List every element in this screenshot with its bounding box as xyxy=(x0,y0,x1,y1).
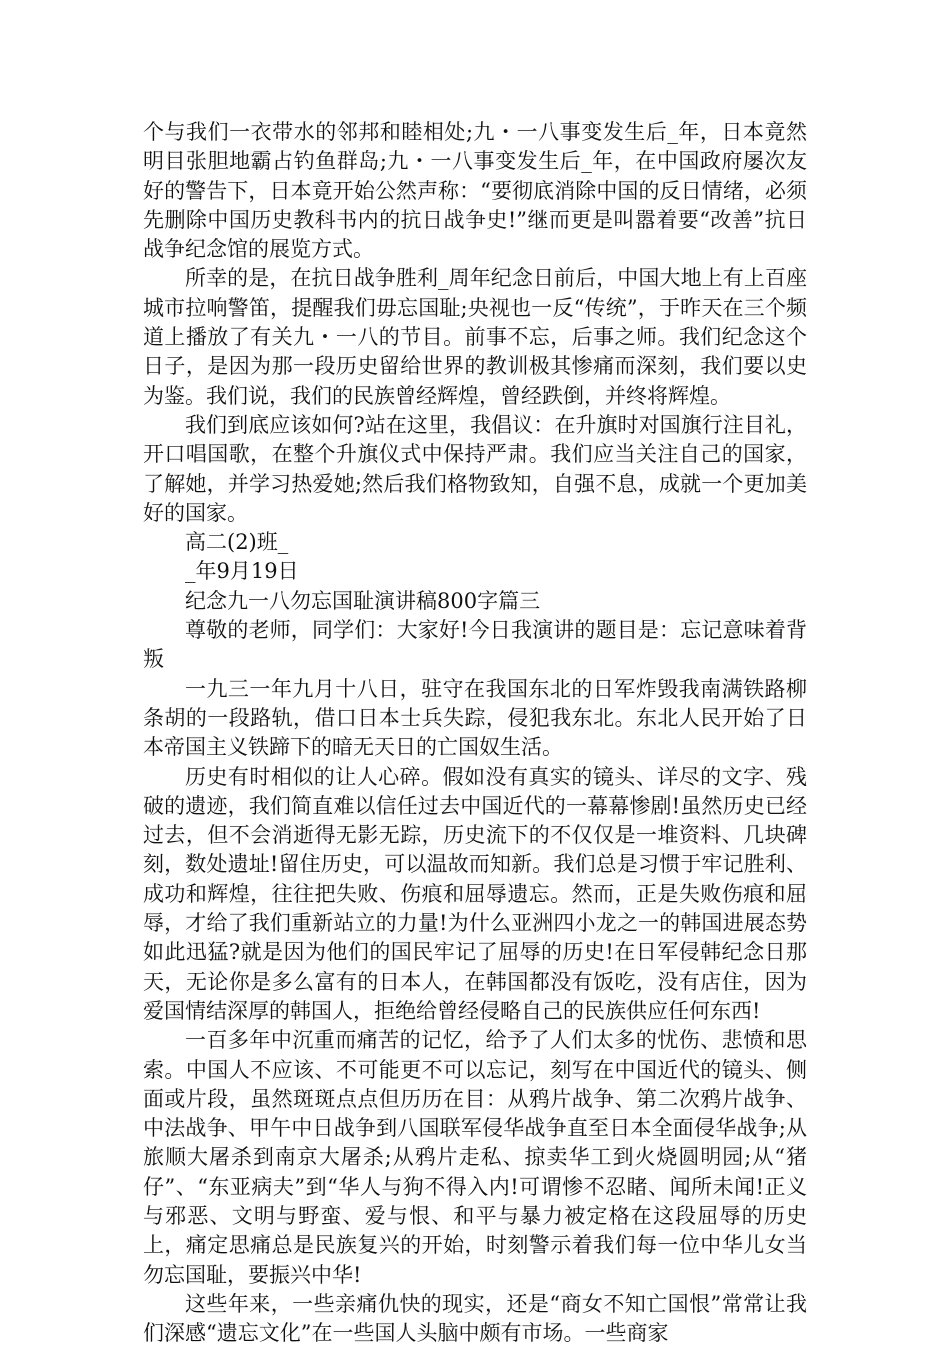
paragraph-4: 一九三一年九月十八日，驻守在我国东北的日军炸毁我南满铁路柳条胡的一段路轨，借口日本士兵失踪，侵犯我东北。东北人民开始了日本帝国主义铁蹄下的暗无天日的亡国奴生活。 xyxy=(143,676,807,760)
section-title: 纪念九一八勿忘国耻演讲稿800字篇三 xyxy=(185,588,541,613)
paragraph-3: 我们到底应该如何?站在这里，我倡议：在升旗时对国旗行注目礼，开口唱国歌，在整个升旗仪式中保持严肃。我们应当关注自己的国家，了解她，并学习热爱她;然后我们格物致知，自强不息，成就一个更加美好的国家。 xyxy=(143,412,807,525)
date-line: _年9月19日 xyxy=(185,559,299,584)
paragraph-2: 所幸的是，在抗日战争胜利_周年纪念日前后，中国大地上有上百座城市拉响警笛，提醒我们毋忘国耻;央视也一反“传统”，于昨天在三个频道上播放了有关九・一八的节目。前事不忘，后事之师。我们纪念这个日子，是因为那一段历史留给世界的教训极其惨痛而深刻，我们要以史为鉴。我们说，我们的民族曾经辉煌，曾经跌倒，并终将辉煌。 xyxy=(143,266,807,408)
class-signature: 高二(2)班_ xyxy=(185,530,289,555)
paragraph-1: 个与我们一衣带水的邻邦和睦相处;九・一八事变发生后_年，日本竟然明目张胆地霸占钓鱼群岛;九・一八事变发生后_年，在中国政府屡次友好的警告下，日本竟开始公然声称：“要彻底消除中国的反日情绪，必须先删除中国历史教科书内的抗日战争史!”继而更是叫嚣着要“改善”抗日战争纪念馆的展览方式。 xyxy=(143,120,807,262)
paragraph-7: 这些年来，一些亲痛仇快的现实，还是“商女不知亡国恨”常常让我们深感“遗忘文化”在一些国人头脑中颇有市场。一些商家 xyxy=(143,1291,807,1346)
paragraph-greeting: 尊敬的老师，同学们：大家好!今日我演讲的题目是：忘记意味着背叛 xyxy=(143,618,807,672)
paragraph-6: 一百多年中沉重而痛苦的记忆，给予了人们太多的忧伤、悲愤和思索。中国人不应该、不可能更不可以忘记，刻写在中国近代的镜头、侧面或片段，虽然斑斑点点但历历在目：从鸦片战争、第二次鸦片战争、中法战争、甲午中日战争到八国联军侵华战争直至日本全面侵华战争;从旅顺大屠杀到南京大屠杀;从鸦片走私、掠卖华工到火烧圆明园;从“猪仔”、“东亚病夫”到“华人与狗不得入内!可谓惨不忍睹、闻所未闻!正义与邪恶、文明与野蛮、爱与恨、和平与暴力被定格在这段屈辱的历史上，痛定思痛总是民族复兴的开始，时刻警示着我们每一位中华儿女当勿忘国耻，要振兴中华! xyxy=(143,1028,807,1287)
document-body xyxy=(143,118,807,1348)
paragraph-5: 历史有时相似的让人心碎。假如没有真实的镜头、详尽的文字、残破的遗迹，我们简直难以信任过去中国近代的一幕幕惨剧!虽然历史已经过去，但不会消逝得无影无踪，历史流下的不仅仅是一堆资料、几块碑刻，数处遗址!留住历史，可以温故而知新。我们总是习惯于牢记胜利、成功和辉煌，往往把失败、伤痕和屈辱遗忘。然而，正是失败伤痕和屈辱，才给了我们重新站立的力量!为什么亚洲四小龙之一的韩国进展态势如此迅猛?就是因为他们的国民牢记了屈辱的历史!在日军侵韩纪念日那天，无论你是多么富有的日本人，在韩国都没有饭吃，没有店住，因为爱国情结深厚的韩国人，拒绝给曾经侵略自己的民族供应任何东西! xyxy=(143,764,807,1023)
